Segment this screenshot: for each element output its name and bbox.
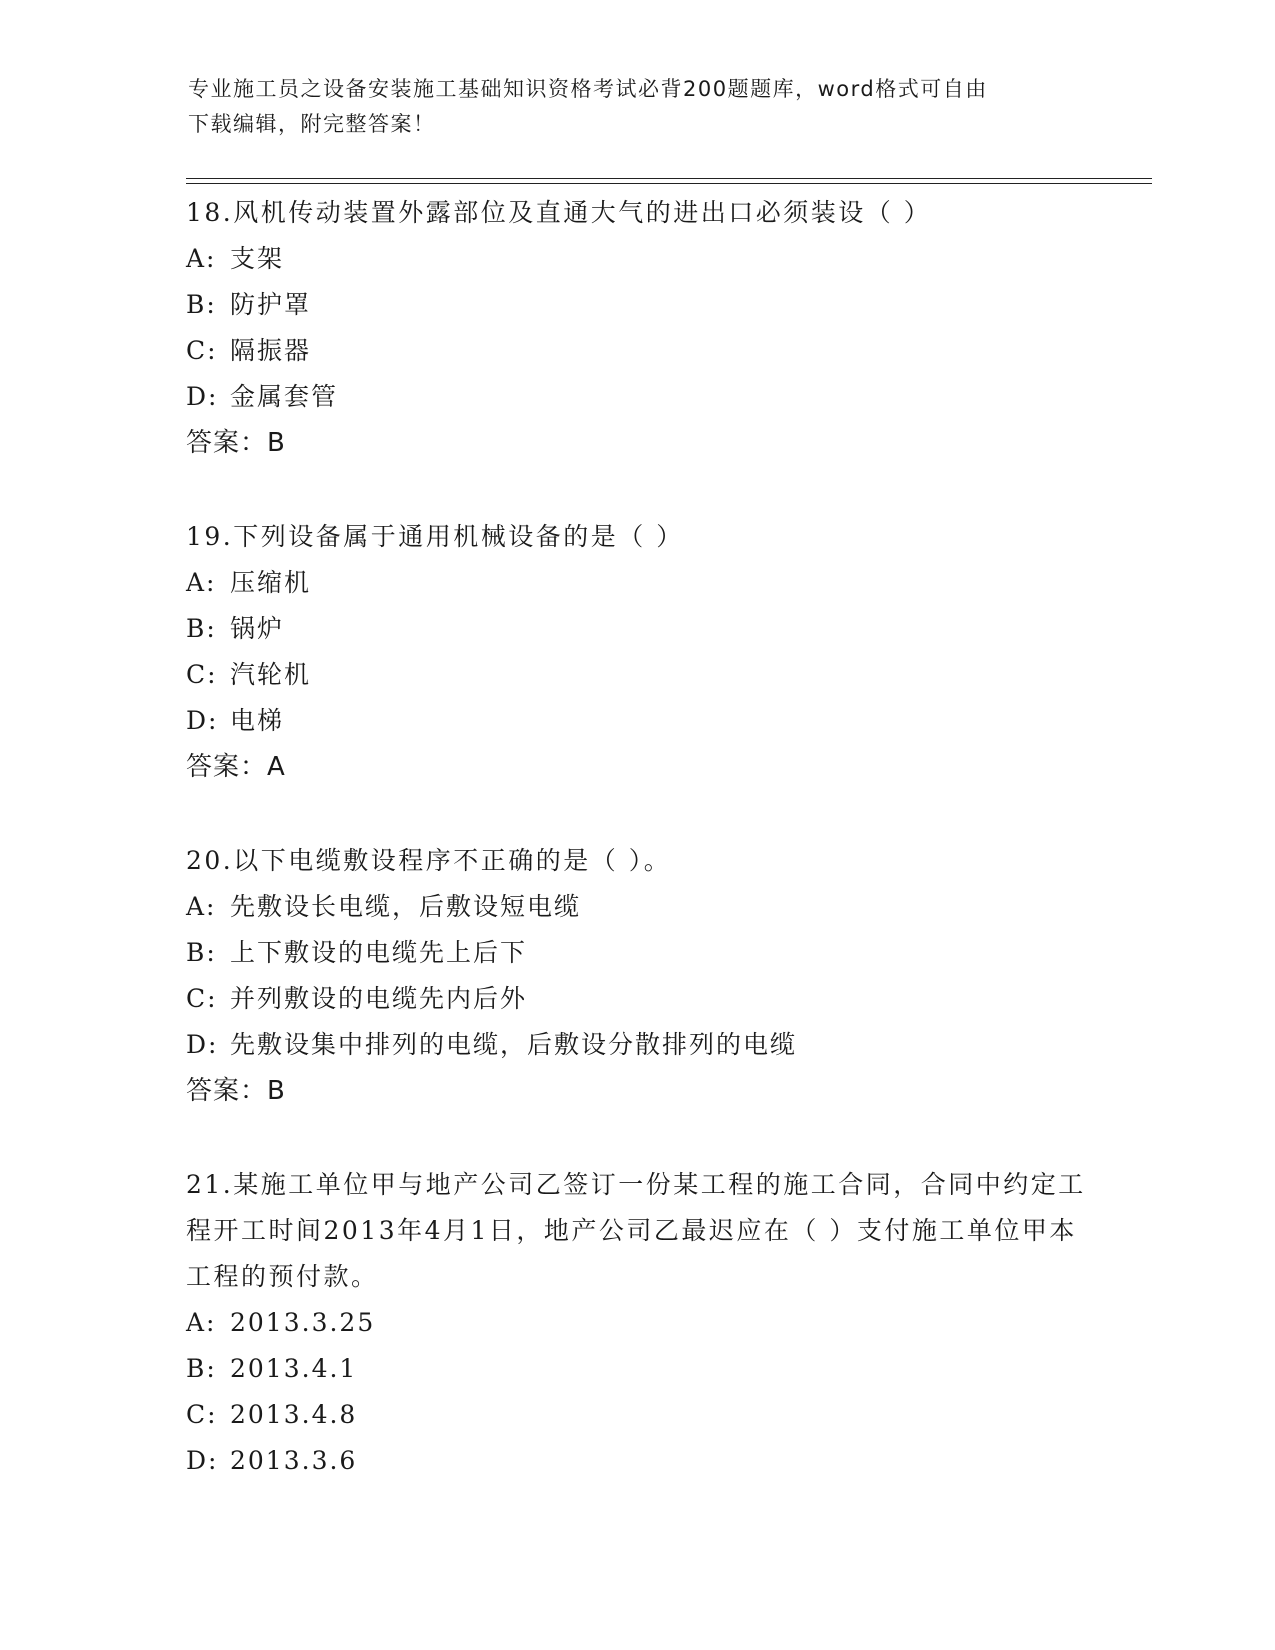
option-letter: C: [186, 1400, 218, 1429]
header-divider-bottom [186, 183, 1152, 184]
option-letter: A: [186, 892, 217, 921]
question-18 [186, 190, 1086, 466]
answer-line: 答案：A [186, 752, 286, 782]
option-letter: A: [186, 244, 217, 273]
option-text: 防护罩 [230, 290, 312, 319]
document-header [188, 72, 1088, 142]
option-b [186, 282, 1086, 328]
option-text: 隔振器 [230, 336, 312, 365]
option-b [186, 606, 1086, 652]
question-20 [186, 838, 1086, 1114]
option-letter: B: [186, 1354, 217, 1383]
option-b [186, 930, 1086, 976]
option-text: 2013.4.8 [230, 1400, 358, 1429]
option-letter: A: [186, 1308, 217, 1337]
option-c [186, 976, 1086, 1022]
option-letter: D: [186, 1030, 219, 1059]
option-text: 汽轮机 [230, 660, 312, 689]
option-letter: C: [186, 336, 218, 365]
question-stem: 21.某施工单位甲与地产公司乙签订一份某工程的施工合同，合同中约定工程开工时间2013年4月1日，地产公司乙最迟应在（ ）支付施工单位甲本工程的预付款。 [186, 1170, 1086, 1291]
option-letter: B: [186, 290, 217, 319]
header-divider-top [186, 178, 1152, 179]
question-stem: 20.以下电缆敷设程序不正确的是（ ）。 [186, 846, 672, 875]
option-letter: B: [186, 614, 217, 643]
option-text: 压缩机 [230, 568, 312, 597]
option-c [186, 1392, 1086, 1438]
option-text: 上下敷设的电缆先上后下 [230, 938, 528, 967]
option-text: 2013.3.25 [230, 1308, 376, 1337]
option-text: 先敷设集中排列的电缆，后敷设分散排列的电缆 [230, 1030, 798, 1059]
option-letter: D: [186, 1446, 219, 1475]
option-text: 锅炉 [230, 614, 285, 643]
header-title-line-1: 专业施工员之设备安装施工基础知识资格考试必背200题题库，word格式可自由 [188, 77, 988, 101]
question-21 [186, 1162, 1086, 1484]
option-text: 并列敷设的电缆先内后外 [230, 984, 528, 1013]
option-letter: B: [186, 938, 217, 967]
question-list [186, 190, 1086, 1532]
option-text: 先敷设长电缆，后敷设短电缆 [230, 892, 582, 921]
answer-line: 答案：B [186, 428, 286, 458]
option-c [186, 328, 1086, 374]
option-d [186, 374, 1086, 420]
option-d [186, 1022, 1086, 1068]
option-letter: D: [186, 706, 219, 735]
option-text: 支架 [230, 244, 285, 273]
option-b [186, 1346, 1086, 1392]
option-d [186, 698, 1086, 744]
question-19 [186, 514, 1086, 790]
option-text: 2013.4.1 [230, 1354, 358, 1383]
option-letter: C: [186, 984, 218, 1013]
option-a [186, 236, 1086, 282]
option-letter: A: [186, 568, 217, 597]
option-d [186, 1438, 1086, 1484]
option-a [186, 884, 1086, 930]
option-text: 2013.3.6 [230, 1446, 358, 1475]
option-c [186, 652, 1086, 698]
header-title-line-2: 下载编辑，附完整答案！ [188, 112, 436, 136]
option-letter: D: [186, 382, 219, 411]
option-text: 电梯 [230, 706, 285, 735]
question-stem: 19.下列设备属于通用机械设备的是（ ） [186, 522, 684, 551]
answer-line: 答案：B [186, 1076, 286, 1106]
question-stem: 18.风机传动装置外露部位及直通大气的进出口必须装设（ ） [186, 198, 932, 227]
option-a [186, 1300, 1086, 1346]
option-a [186, 560, 1086, 606]
option-letter: C: [186, 660, 218, 689]
option-text: 金属套管 [230, 382, 339, 411]
